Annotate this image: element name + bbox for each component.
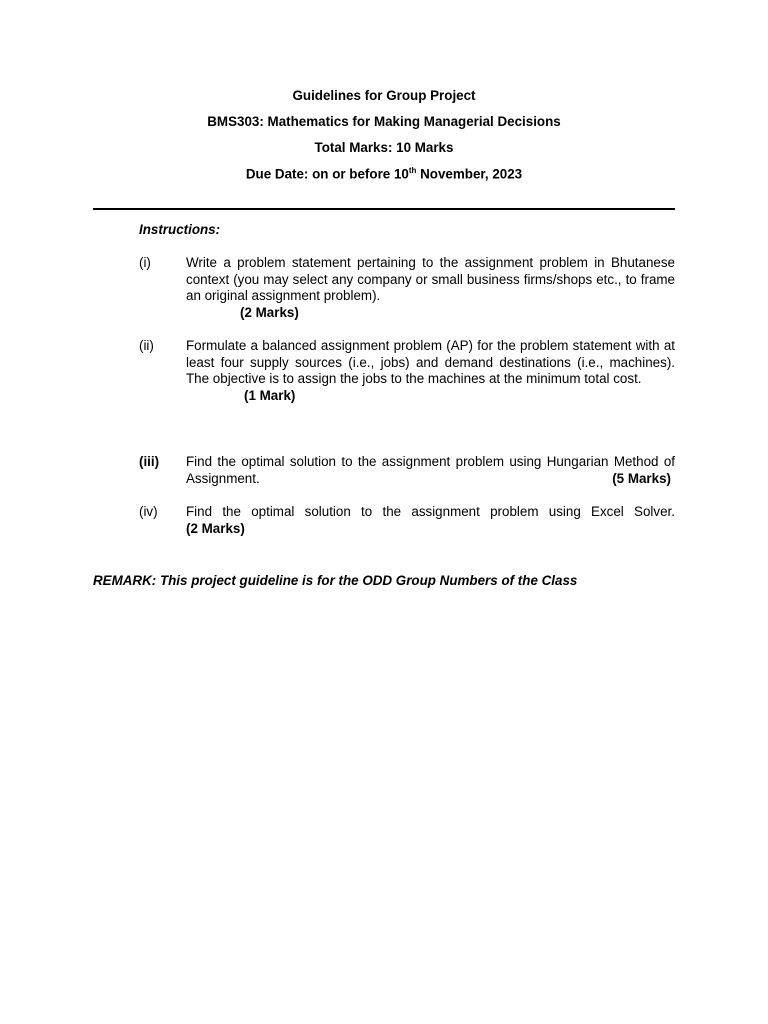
- course-title: BMS303: Mathematics for Making Managerial Decisions: [207, 114, 561, 129]
- total-marks: Total Marks: 10 Marks: [314, 140, 454, 155]
- item-text: Formulate a balanced assignment problem (AP) for the problem statement with at least four supply sources (i.e., jobs) and demand destinations (i.e., machines). The objective is to assign the jobs to the machines at the minimum total cost.: [186, 338, 675, 387]
- divider-rule: [93, 208, 675, 210]
- instructions-heading: Instructions:: [139, 222, 221, 237]
- due-date-suffix: November, 2023: [416, 166, 523, 182]
- item-text: Write a problem statement pertaining to the assignment problem in Bhutanese context (you may select any company or small business firms/shops etc., to frame an original assignment problem).: [186, 255, 675, 304]
- item-number: (iv): [139, 504, 158, 519]
- item-text: Find the optimal solution to the assignment problem using Hungarian Method of Assignment.: [186, 454, 675, 486]
- item-marks: (2 Marks): [186, 521, 245, 536]
- item-marks: (2 Marks): [240, 304, 299, 320]
- item-marks-line: [186, 521, 675, 538]
- item-body: [186, 454, 675, 487]
- item-number: (i): [139, 255, 151, 270]
- item-number: (iii): [139, 454, 160, 469]
- item-number: (ii): [139, 338, 154, 353]
- item-marks: (5 Marks): [612, 470, 671, 486]
- due-date-superscript: th: [408, 166, 417, 175]
- document-title: Guidelines for Group Project: [292, 88, 476, 103]
- due-date: [0, 166, 768, 181]
- item-body: [186, 255, 675, 321]
- remark-note: REMARK: This project guideline is for the ODD Group Numbers of the Class: [93, 573, 578, 588]
- item-body: [186, 338, 675, 404]
- due-date-prefix: Due Date: on or before 10: [245, 166, 409, 182]
- item-marks: (1 Mark): [244, 387, 296, 403]
- item-text: Find the optimal solution to the assignment problem using Excel Solver.: [186, 504, 675, 519]
- item-body: [186, 504, 675, 521]
